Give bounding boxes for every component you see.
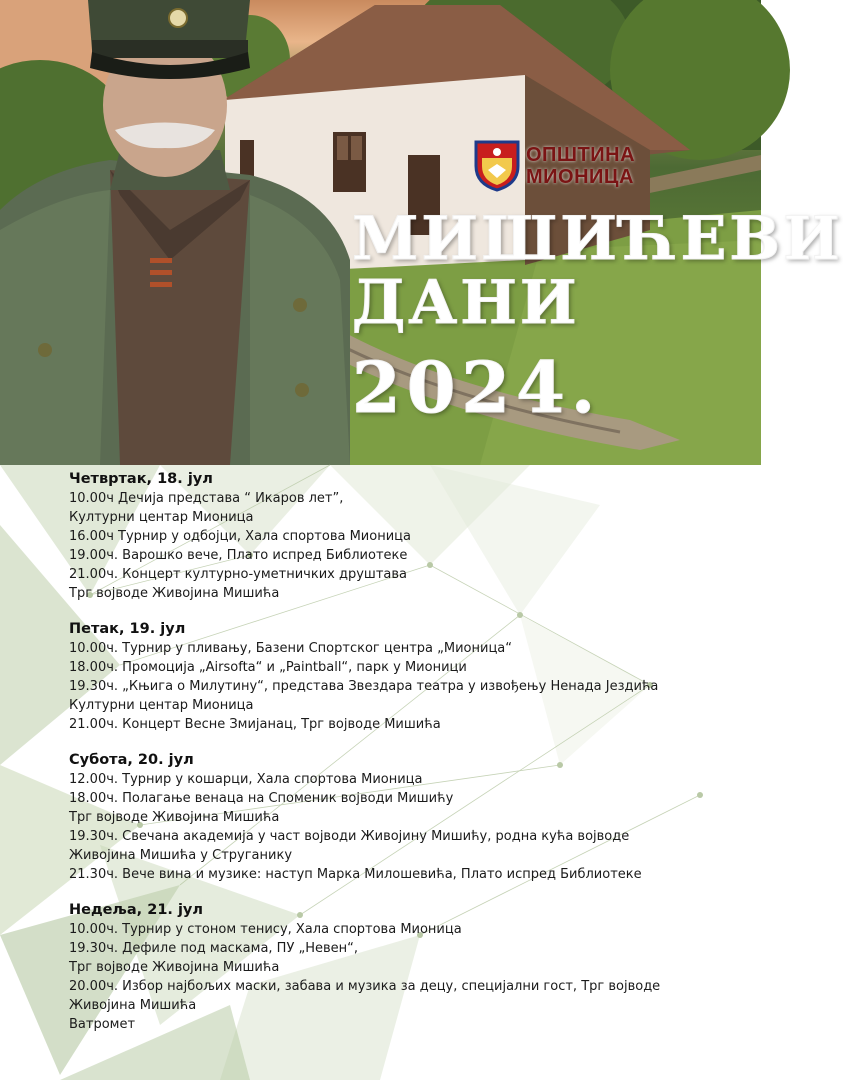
event-item: Трг војводе Живојина Мишића bbox=[69, 810, 280, 825]
day-title: Четвртак, 18. јул bbox=[69, 471, 213, 487]
logo-line-2: МИОНИЦА bbox=[526, 166, 634, 188]
title-year: 2024. bbox=[352, 346, 602, 429]
event-item: Живојина Мишића у Струганику bbox=[69, 848, 293, 863]
event-item: 18.00ч. Промоција „Airsofta“ и „Paintball“, парк у Мионици bbox=[69, 660, 467, 675]
day-title: Недеља, 21. јул bbox=[69, 902, 204, 918]
event-item: 10.00ч Дечија представа “ Икаров лет”, bbox=[69, 491, 344, 506]
title-line-2: ДАНИ bbox=[352, 268, 580, 338]
day-thursday bbox=[69, 470, 749, 603]
day-saturday bbox=[69, 751, 749, 884]
event-item: 21.00ч. Концерт културно-уметничких друштава bbox=[69, 567, 407, 582]
hero-image bbox=[0, 0, 843, 465]
event-item: 20.00ч. Избор најбољих маски, забава и музика за децу, специјални гост, Трг војводе bbox=[69, 979, 661, 994]
event-item: 10.00ч. Турнир у стоном тенису, Хала спортова Мионица bbox=[69, 922, 462, 937]
day-friday bbox=[69, 620, 749, 734]
day-title: Петак, 19. јул bbox=[69, 621, 186, 637]
event-item: Трг војводе Живојина Мишића bbox=[69, 586, 280, 601]
coat-of-arms-icon bbox=[474, 140, 520, 192]
municipality-logo bbox=[474, 140, 674, 192]
day-sunday bbox=[69, 901, 749, 1034]
event-item: 21.00ч. Концерт Весне Змијанац, Трг војводе Мишића bbox=[69, 717, 441, 732]
logo-line-1: ОПШТИНА bbox=[526, 144, 636, 166]
event-item: 18.00ч. Полагање венаца на Споменик војводи Мишићу bbox=[69, 791, 454, 806]
event-item: 19.00ч. Варошко вече, Плато испред Библиотеке bbox=[69, 548, 408, 563]
event-item: Културни центар Мионица bbox=[69, 698, 254, 713]
event-item: Трг војводе Живојина Мишића bbox=[69, 960, 280, 975]
event-item: 19.30ч. Дефиле под маскама, ПУ „Невен“, bbox=[69, 941, 359, 956]
event-item: 19.30ч. Свечана академија у част војводи Живојину Мишићу, родна кућа војводе bbox=[69, 829, 630, 844]
event-item: Ватромет bbox=[69, 1017, 136, 1032]
event-item: 19.30ч. „Књига о Милутину“, представа Звездара театра у извођењу Ненада Јездића bbox=[69, 679, 659, 694]
event-schedule bbox=[69, 470, 749, 1051]
event-item: 21.30ч. Вече вина и музике: наступ Марка Милошевића, Плато испред Библиотеке bbox=[69, 867, 642, 882]
event-item: 10.00ч. Турнир у пливању, Базени Спортског центра „Мионица“ bbox=[69, 641, 512, 656]
event-item: Живојина Мишића bbox=[69, 998, 197, 1013]
event-item: Културни центар Мионица bbox=[69, 510, 254, 525]
title-line-1: МИШИЋЕВИ bbox=[352, 204, 843, 274]
day-title: Субота, 20. јул bbox=[69, 752, 194, 768]
event-item: 16.00ч Турнир у одбојци, Хала спортова Мионица bbox=[69, 529, 411, 544]
event-item: 12.00ч. Турнир у кошарци, Хала спортова Мионица bbox=[69, 772, 423, 787]
